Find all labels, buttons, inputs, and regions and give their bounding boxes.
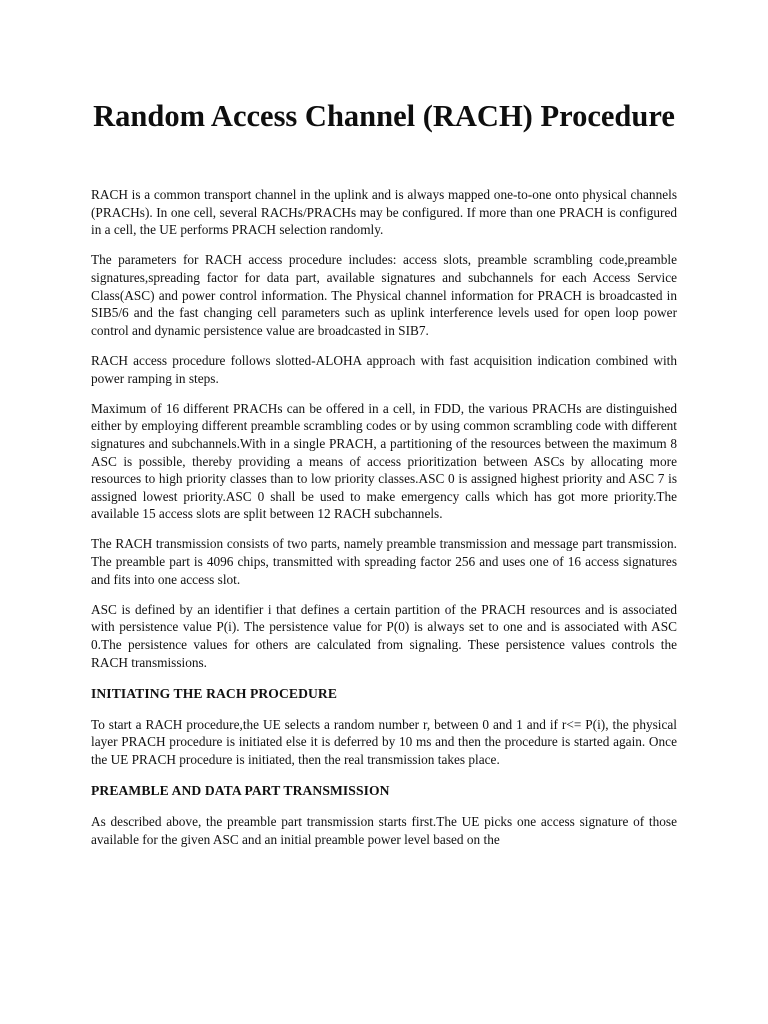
section-heading-preamble: PREAMBLE AND DATA PART TRANSMISSION (91, 783, 390, 799)
paragraph-slotted-aloha: RACH access procedure follows slotted-ALOHA approach with fast acquisition indication combined with power ramping in steps. (91, 352, 677, 386)
paragraph-rach-parameters: The parameters for RACH access procedure includes: access slots, preamble scrambling code,preamble signatures,spreading factor for data part, available signatures and subchannels for each Access Service Class(ASC) and power control information. The Physical channel information for PRACH is broadcasted in SIB5/6 and the fast changing cell parameters such as uplink interference levels used for open loop power control and dynamic persistence value are broadcasted in SIB7. (91, 252, 677, 338)
paragraph-rach-overview: RACH is a common transport channel in the uplink and is always mapped one-to-one onto physical channels (PRACHs). In one cell, several RACHs/PRACHs may be configured. If more than one PRACH is configured in a cell, the UE performs PRACH selection randomly. (91, 187, 677, 238)
paragraph-asc-definition: ASC is defined by an identifier i that defines a certain partition of the PRACH resources and is associated with persistence value P(i). The persistence value for P(0) is always set to one and is associated with ASC 0.The persistence values for others are calculated from signaling. These persistence values controls the RACH transmissions. (91, 601, 677, 670)
paragraph-rach-transmission: The RACH transmission consists of two parts, namely preamble transmission and message part transmission. The preamble part is 4096 chips, transmitted with spreading factor 256 and uses one of 16 access signatures and fits into one access slot. (91, 536, 677, 587)
document-title: Random Access Channel (RACH) Procedure (93, 99, 675, 133)
paragraph-preamble: As described above, the preamble part transmission starts first.The UE picks one access signature of those available for the given ASC and an initial preamble power level based on the (91, 814, 677, 847)
section-heading-initiating: INITIATING THE RACH PROCEDURE (91, 685, 337, 701)
paragraph-initiating: To start a RACH procedure,the UE selects a random number r, between 0 and 1 and if r<= P(i), the physical layer PRACH procedure is initiated else it is deferred by 10 ms and then the procedure is started again. Once the UE PRACH procedure is initiated, then the real transmission takes place. (91, 716, 677, 767)
paragraph-prach-partitioning: Maximum of 16 different PRACHs can be offered in a cell, in FDD, the various PRACHs are distinguished either by employing different preamble scrambling codes or by using common scrambling code with different signatures and subchannels.With in a single PRACH, a partitioning of the resources between the maximum 8 ASC is possible, thereby providing a means of access prioritization between ASCs by allocating more resources to high priority classes than to low priority classes.ASC 0 is assigned highest priority and ASC 7 is assigned lowest priority.ASC 0 shall be used to make emergency calls which has got more priority.The available 15 access slots are split between 12 RACH subchannels. (91, 400, 677, 522)
